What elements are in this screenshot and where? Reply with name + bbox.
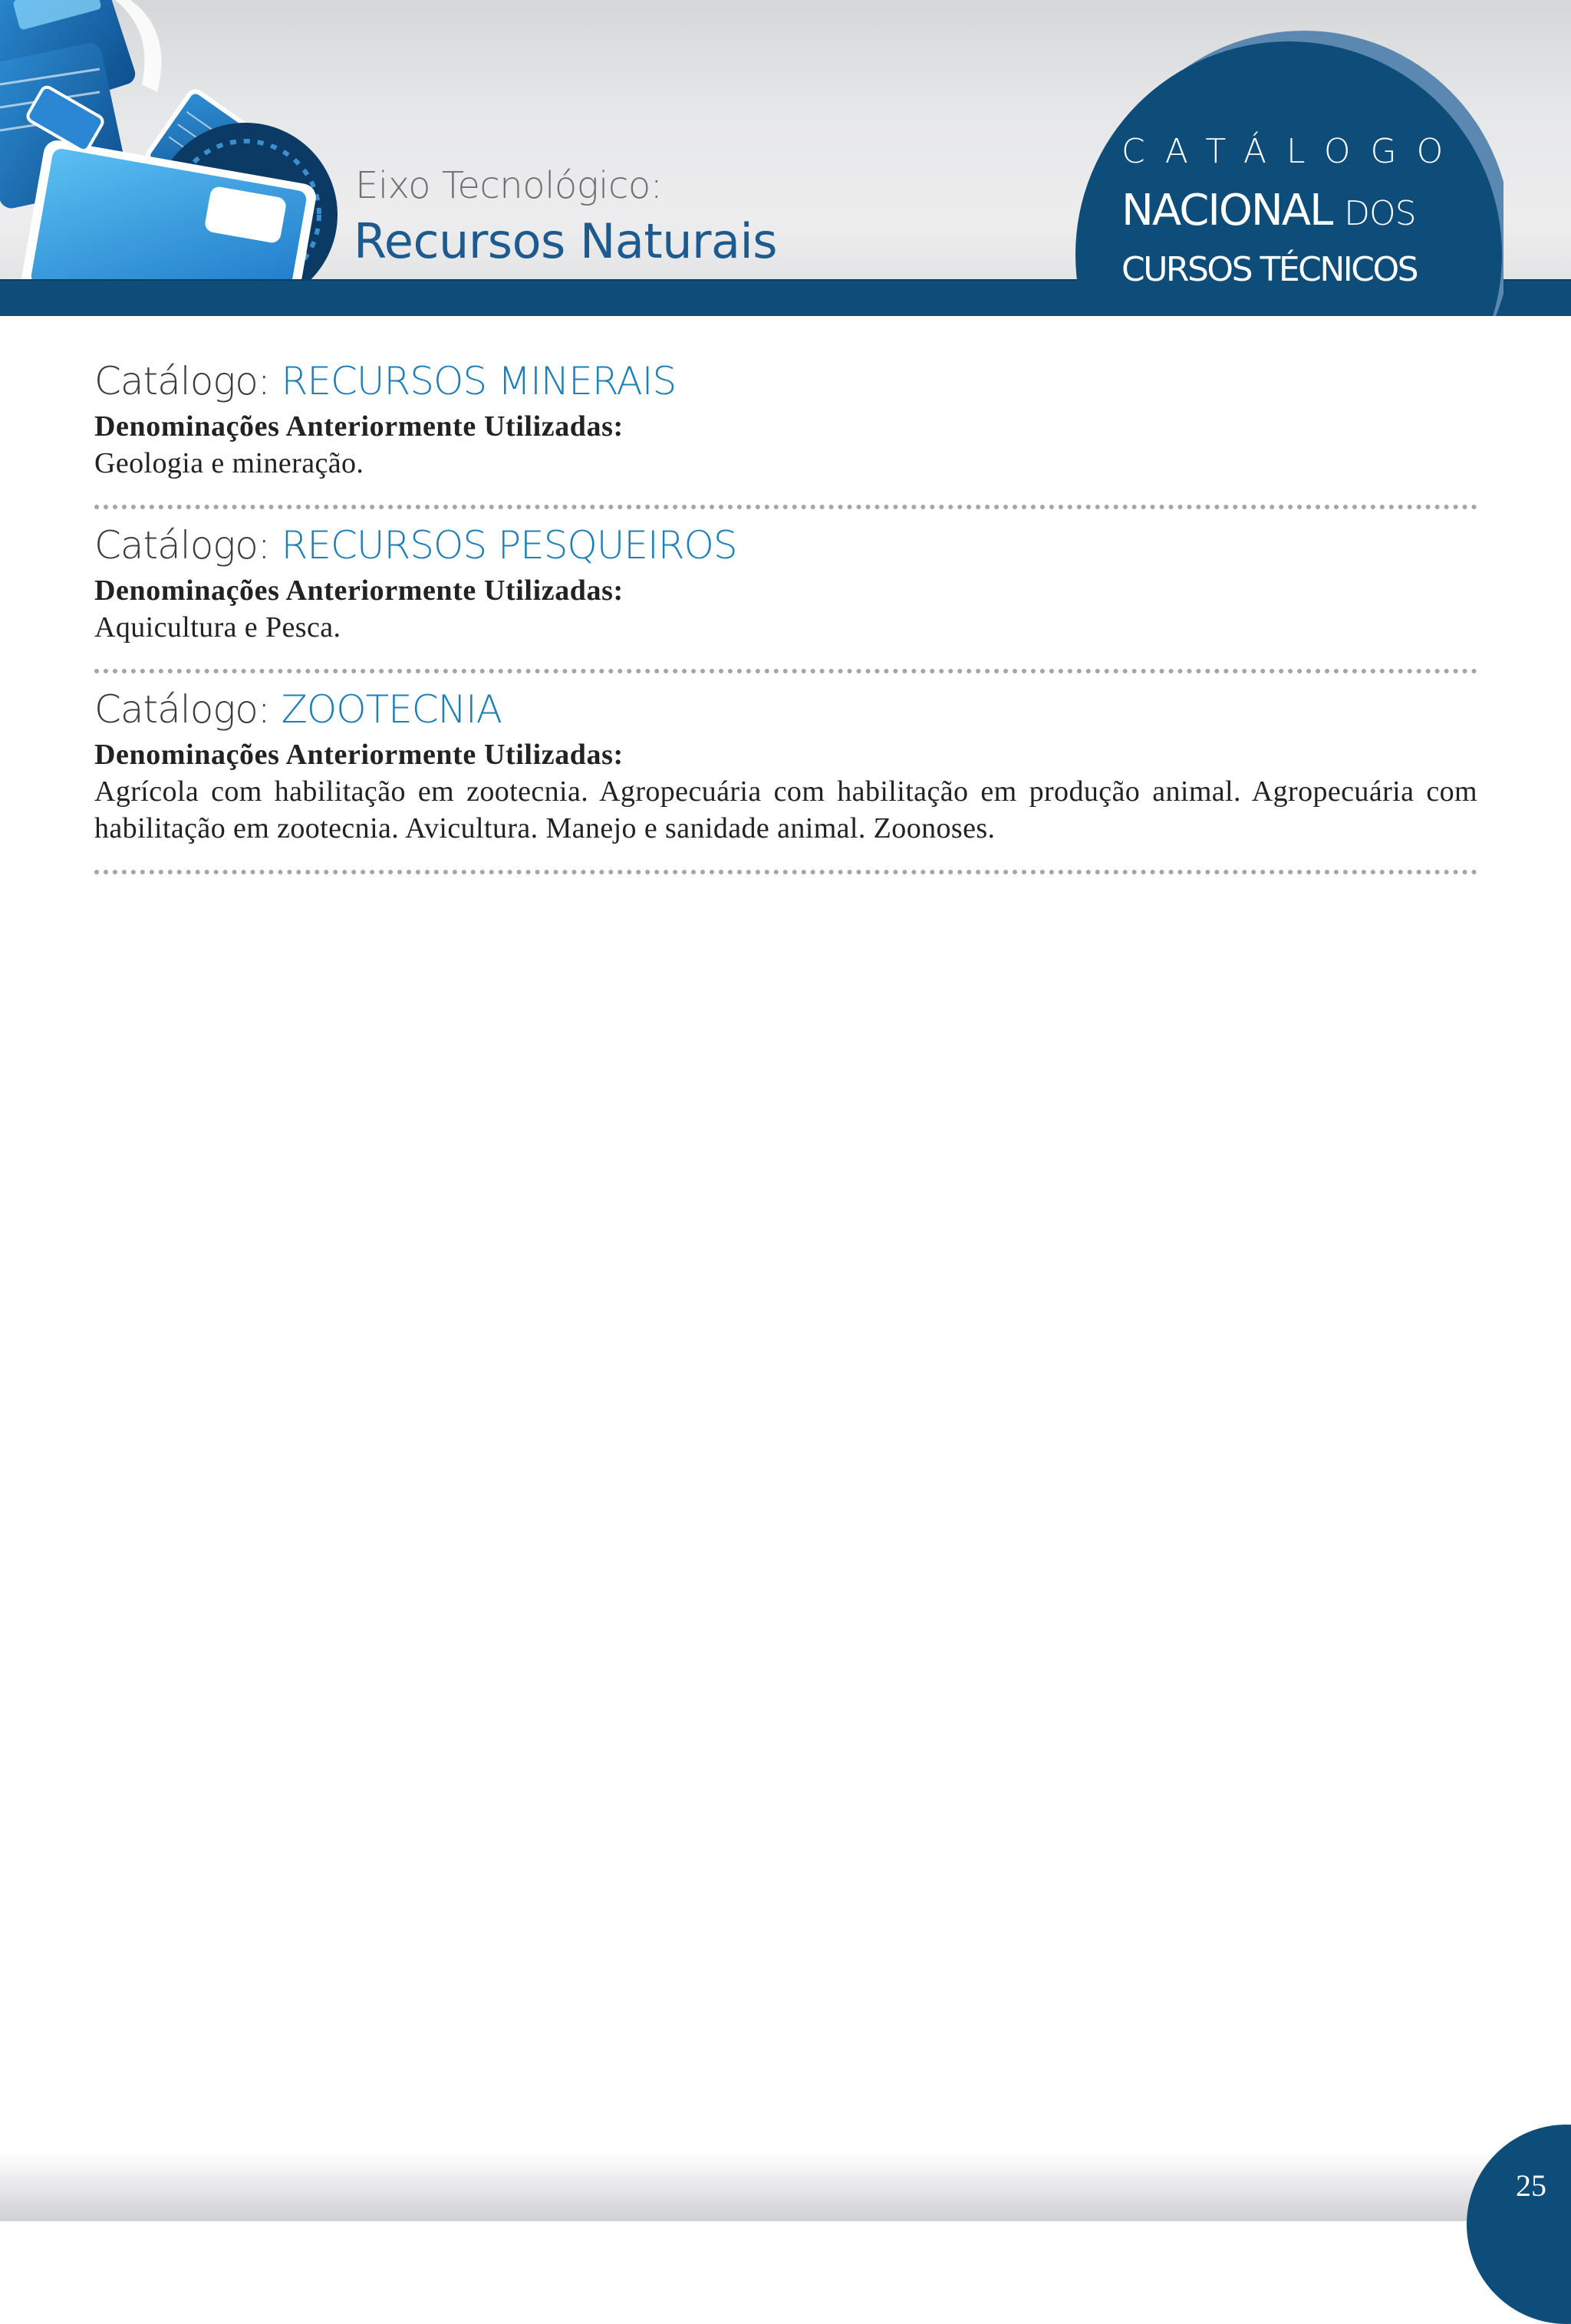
catalog-prefix: Catálogo: bbox=[94, 687, 270, 732]
denominations-text: Aquicultura e Pesca. bbox=[94, 611, 341, 644]
catalog-entry bbox=[94, 518, 1477, 673]
header-artwork bbox=[0, 0, 361, 284]
denominations-label: Denominações Anteriormente Utilizadas: bbox=[94, 739, 624, 771]
denominations-text: Geologia e mineração. bbox=[94, 447, 364, 479]
catalog-entries bbox=[94, 354, 1477, 884]
page-number: 25 bbox=[1516, 2168, 1546, 2203]
denominations-label: Denominações Anteriormente Utilizadas: bbox=[94, 574, 624, 607]
denominations-label: Denominações Anteriormente Utilizadas: bbox=[94, 410, 624, 443]
dotted-divider bbox=[94, 505, 1477, 509]
catalog-title bbox=[94, 518, 1477, 572]
catalog-name: RECURSOS MINERAIS bbox=[281, 359, 677, 403]
seal-dos: DOS bbox=[1344, 194, 1416, 233]
page-header bbox=[0, 0, 1571, 316]
seal-line-catalogo: CATÁLOGO bbox=[1121, 132, 1464, 171]
page-footer bbox=[0, 2152, 1571, 2221]
eixo-label: Eixo Tecnológico: bbox=[355, 164, 663, 207]
catalog-name: RECURSOS PESQUEIROS bbox=[281, 523, 737, 568]
denominations-text: Agrícola com habilitação em zootecnia. Agropecuária com habilitação em produção animal. Agropecuária com habilitação em zootecnia. Avicultura. Manejo e sanidade animal. Zoonoses. bbox=[94, 775, 1477, 844]
eixo-name: Recursos Naturais bbox=[354, 213, 778, 269]
catalog-name: ZOOTECNIA bbox=[281, 687, 502, 732]
catalog-entry bbox=[94, 354, 1477, 509]
dotted-divider bbox=[94, 870, 1477, 874]
catalog-prefix: Catálogo: bbox=[94, 523, 270, 568]
catalog-title bbox=[94, 354, 1477, 408]
catalog-prefix: Catálogo: bbox=[94, 359, 270, 403]
seal-line-cursos-tecnicos: CURSOS TÉCNICOS bbox=[1121, 250, 1418, 289]
seal-nacional: NACIONAL bbox=[1121, 186, 1332, 235]
catalog-title bbox=[94, 683, 1477, 736]
catalog-entry bbox=[94, 683, 1477, 874]
dotted-divider bbox=[94, 669, 1477, 673]
seal-line-nacional bbox=[1121, 186, 1416, 235]
